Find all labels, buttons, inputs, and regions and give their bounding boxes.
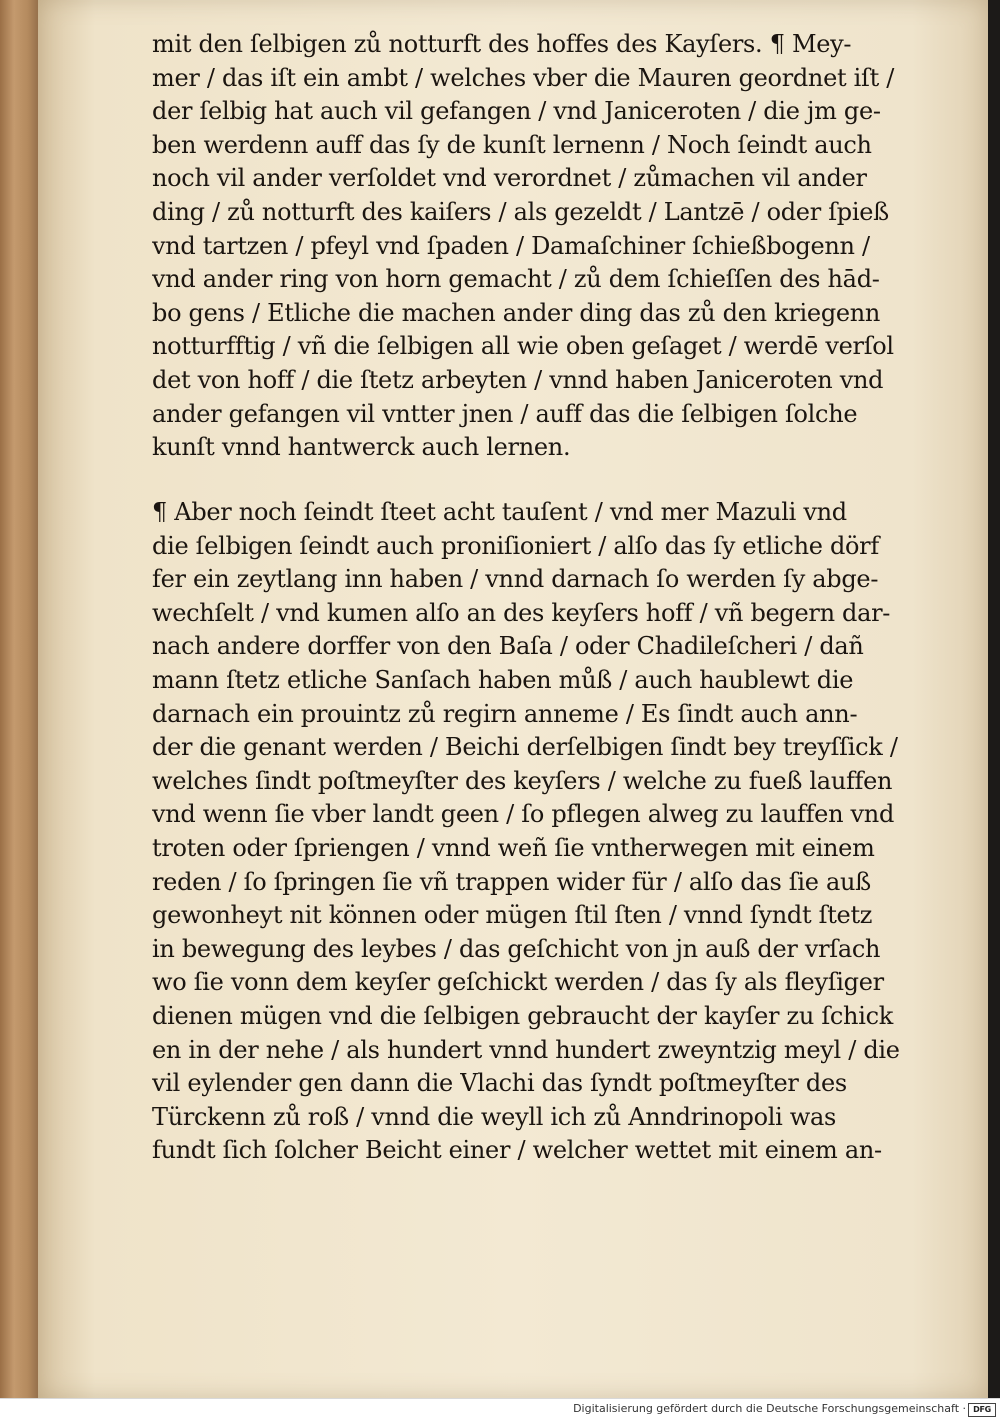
text-line: bo gens / Etliche die machen ander ding das zů den kriegenn [152, 298, 881, 327]
text-line: reden / ſo ſpringen ſie vñ trappen wider für / alſo das ſie auß [152, 867, 871, 896]
text-line: in bewegung des leybes / das geſchicht von jn auß der vrſach [152, 934, 881, 963]
text-line: ding / zů notturft des kaiſers / als gezeldt / Lantzē / oder ſpieß [152, 197, 889, 226]
text-line: ander gefangen vil vntter jnen / auff das die ſelbigen ſolche [152, 399, 858, 428]
text-line: mann ſtetz etliche Sanſach haben můß / auch haublewt die [152, 665, 854, 694]
book-edge-left [0, 0, 40, 1398]
book-edge-right [988, 0, 1000, 1398]
text-line: vnd tartzen / pfeyl vnd ſpaden / Damaſchiner ſchießbogenn / [152, 231, 870, 260]
text-line: mit den ſelbigen zů notturft des hoffes des Kayſers. ¶ Mey‑ [152, 30, 852, 58]
text-line: vnd ander ring von horn gemacht / zů dem ſchieſſen des hād‑ [152, 265, 880, 294]
text-line: der ſelbig hat auch vil gefangen / vnd Janiceroten / die jm ge‑ [152, 97, 881, 126]
text-line: vnd wenn ſie vber landt geen / ſo pflegen alweg zu lauffen vnd [152, 800, 895, 829]
dfg-logo: DFG [968, 1403, 996, 1417]
paragraph-2 [152, 496, 964, 1168]
text-line: fer ein zeytlang inn haben / vnnd darnach ſo werden ſy abge‑ [152, 565, 879, 594]
text-line: mer / das iſt ein ambt / welches vber die Mauren geordnet iſt / [152, 63, 895, 92]
text-line: gewonheyt nit können oder mügen ſtil ſten / vnnd ſyndt ſtetz [152, 901, 873, 930]
text-line: fundt ſich ſolcher Beicht einer / welcher wettet mit einem an‑ [152, 1136, 882, 1165]
text-line: Türckenn zů roß / vnnd die weyll ich zů Anndrinopoli was [152, 1102, 837, 1131]
text-line: dienen mügen vnd die ſelbigen gebraucht der kayſer zu ſchick [152, 1001, 893, 1030]
text-line: en in der nehe / als hundert vnnd hundert zweyntzig meyl / die [152, 1035, 900, 1064]
text-line: darnach ein prouintz zů regirn anneme / Es ſindt auch ann‑ [152, 699, 858, 728]
text-line: der die genant werden / Beichi derſelbigen ſindt bey treyſſick / [152, 733, 898, 762]
paragraph-1 [152, 28, 964, 465]
funding-credit: Digitalisierung gefördert durch die Deutsche Forschungsgemeinschaft · [573, 1402, 966, 1415]
text-line: wo ſie vonn dem keyſer geſchickt werden / das ſy als fleyſiger [152, 968, 884, 997]
text-line: det von hoff / die ſtetz arbeyten / vnnd haben Janiceroten vnd [152, 365, 884, 394]
text-line: welches ſindt poſtmeyſter des keyſers / welche zu fueß lauffen [152, 766, 893, 795]
text-line: kunſt vnnd hantwerck auch lernen. [152, 433, 571, 462]
text-line: troten oder ſpriengen / vnnd weñ ſie vntherwegen mit einem [152, 833, 875, 862]
text-line: ben werdenn auff das ſy de kunſt lernenn / Noch ſeindt auch [152, 130, 872, 159]
text-line: vil eylender gen dann die Vlachi das ſyndt poſtmeyſter des [152, 1069, 847, 1098]
footer-bar [0, 1398, 1000, 1420]
text-line: notturfftig / vñ die ſelbigen all wie oben geſaget / werdē verſol [152, 332, 894, 361]
text-line: noch vil ander verſoldet vnd verordnet / zůmachen vil ander [152, 164, 867, 193]
text-line: die ſelbigen ſeindt auch proniſioniert / alſo das ſy etliche dörf [152, 531, 879, 560]
text-line: nach andere dorffer von den Baſa / oder Chadileſcheri / dañ [152, 632, 864, 661]
text-line: ¶ Aber noch ſeindt ſteet acht tauſent / vnd mer Mazuli vnd [152, 498, 847, 526]
text-line: wechſelt / vnd kumen alſo an des keyſers hoff / vñ begern dar‑ [152, 598, 891, 627]
